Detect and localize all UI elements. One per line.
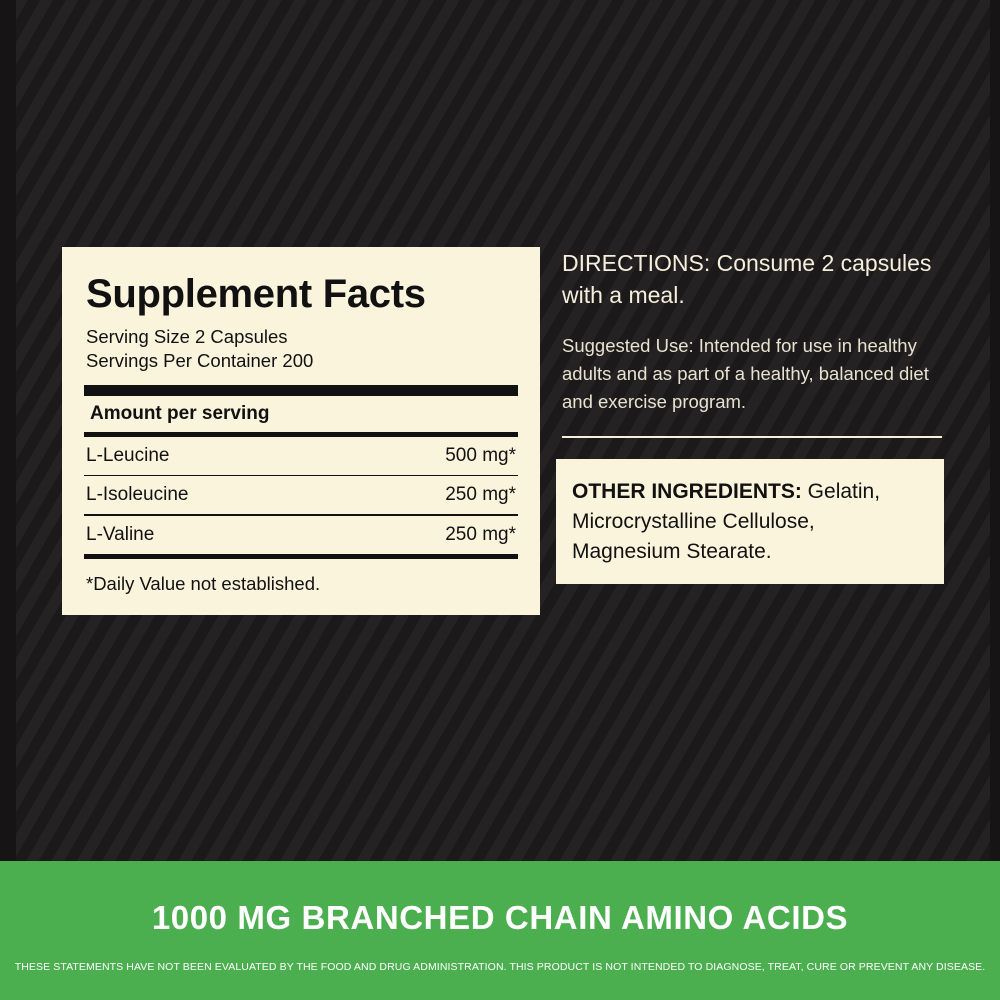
nutrient-name: L-Isoleucine xyxy=(86,484,189,506)
other-ingredients-label: OTHER INGREDIENTS: xyxy=(572,480,802,503)
table-row xyxy=(84,516,518,554)
right-edge-shadow xyxy=(990,0,1000,1000)
daily-value-footnote: *Daily Value not established. xyxy=(86,572,321,594)
table-row xyxy=(84,437,518,475)
directions-text: DIRECTIONS: Consume 2 capsules with a meal. xyxy=(562,250,932,308)
supplement-facts-panel xyxy=(62,247,540,615)
divider-thick-top xyxy=(84,385,518,396)
supplement-facts-title: Supplement Facts xyxy=(86,272,426,316)
servings-per-container: Servings Per Container 200 xyxy=(86,350,314,372)
nutrient-amount: 500 mg* xyxy=(445,444,516,466)
footer-headline: 1000 MG BRANCHED CHAIN AMINO ACIDS xyxy=(151,899,849,936)
left-edge-shadow xyxy=(0,0,16,1000)
other-ingredients-panel xyxy=(556,459,944,584)
nutrient-name: L-Valine xyxy=(86,523,155,545)
nutrient-name: L-Leucine xyxy=(86,444,170,466)
nutrient-amount: 250 mg* xyxy=(445,523,516,545)
amount-per-serving-header: Amount per serving xyxy=(90,402,270,424)
section-divider xyxy=(562,436,942,438)
suggested-use-text: Suggested Use: Intended for use in healthy adults and as part of a healthy, balanced diet and exercise program. xyxy=(562,335,929,412)
nutrient-amount: 250 mg* xyxy=(445,484,516,506)
table-row xyxy=(84,476,518,514)
serving-size: Serving Size 2 Capsules xyxy=(86,326,288,347)
other-ingredients-value: Gelatin, Microcrystalline Cellulose, Magnesium Stearate. xyxy=(572,480,881,563)
footer-banner xyxy=(0,861,1000,1000)
footer-disclaimer: THESE STATEMENTS HAVE NOT BEEN EVALUATED BY THE FOOD AND DRUG ADMINISTRATION. THIS PRODUCT IS NOT INTENDED TO DIAGNOSE, TREAT, CURE OR PREVENT ANY DISEASE. xyxy=(14,961,986,973)
